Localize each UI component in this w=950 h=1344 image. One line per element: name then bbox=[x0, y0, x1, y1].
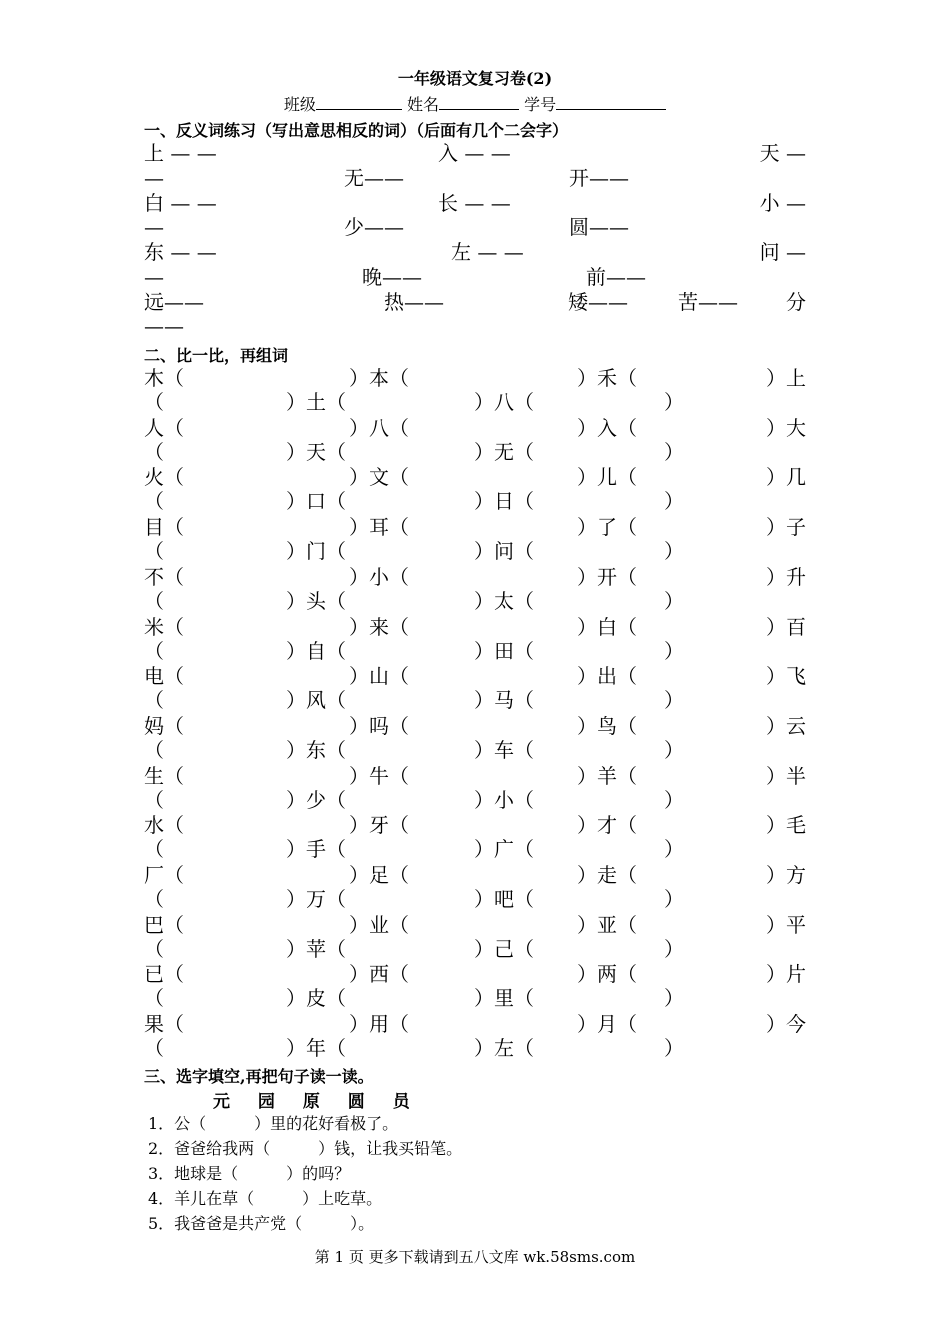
compare-item: ）本（ bbox=[349, 366, 409, 390]
compare-item: ）方 bbox=[766, 863, 806, 887]
compare-item: ）门（ bbox=[286, 539, 346, 563]
antonym-item: 左 — — bbox=[451, 240, 524, 264]
compare-item: （ bbox=[144, 1036, 164, 1060]
compare-item: （ bbox=[144, 887, 164, 911]
compare-item: （ bbox=[144, 539, 164, 563]
antonym-item: 少—— bbox=[344, 215, 404, 239]
compare-item: （ bbox=[144, 489, 164, 513]
compare-line bbox=[144, 986, 806, 1010]
compare-item: ） bbox=[664, 738, 684, 762]
compare-item: ） bbox=[664, 937, 684, 961]
fill-question: 5．我爸爸是共产党（ ）。 bbox=[148, 1214, 375, 1233]
compare-item: ） bbox=[664, 986, 684, 1010]
compare-line bbox=[144, 515, 806, 539]
compare-item: ）上 bbox=[766, 366, 806, 390]
compare-item: ） bbox=[664, 639, 684, 663]
compare-item: ）头（ bbox=[286, 589, 346, 613]
compare-line bbox=[144, 863, 806, 887]
compare-item: ）出（ bbox=[577, 664, 637, 688]
compare-item: ）少（ bbox=[286, 788, 346, 812]
antonym-item: 东 — — bbox=[144, 240, 217, 264]
compare-line bbox=[144, 366, 806, 390]
antonym-line bbox=[144, 191, 806, 215]
compare-item: 已（ bbox=[144, 962, 184, 986]
compare-item: ）皮（ bbox=[286, 986, 346, 1010]
compare-item: （ bbox=[144, 837, 164, 861]
compare-item: ） bbox=[664, 887, 684, 911]
compare-item: ）西（ bbox=[349, 962, 409, 986]
antonym-item: — bbox=[144, 265, 164, 289]
antonym-item: 问 — bbox=[759, 240, 806, 264]
compare-item: （ bbox=[144, 688, 164, 712]
compare-item: ）业（ bbox=[349, 913, 409, 937]
compare-item: ）百 bbox=[766, 615, 806, 639]
compare-line bbox=[144, 837, 806, 861]
student-info-line bbox=[0, 92, 950, 115]
compare-item: ）问（ bbox=[474, 539, 534, 563]
compare-item: （ bbox=[144, 937, 164, 961]
compare-item: 妈（ bbox=[144, 714, 184, 738]
antonym-line bbox=[144, 290, 806, 314]
compare-item: ）广（ bbox=[474, 837, 534, 861]
compare-line bbox=[144, 489, 806, 513]
compare-line bbox=[144, 416, 806, 440]
compare-line bbox=[144, 913, 806, 937]
option-char: 圆 bbox=[347, 1092, 365, 1112]
class-label: 班级 bbox=[283, 95, 316, 114]
antonym-item: 上 — — bbox=[144, 141, 217, 165]
antonym-item: — bbox=[144, 166, 164, 190]
compare-line bbox=[144, 589, 806, 613]
compare-item: （ bbox=[144, 390, 164, 414]
compare-item: ）鸟（ bbox=[577, 714, 637, 738]
antonym-item: 苦—— bbox=[678, 290, 738, 314]
section2-heading: 二、比一比，再组词 bbox=[144, 346, 289, 365]
compare-item: （ bbox=[144, 986, 164, 1010]
compare-item: ）左（ bbox=[474, 1036, 534, 1060]
option-char: 园 bbox=[257, 1092, 275, 1112]
compare-item: ）亚（ bbox=[577, 913, 637, 937]
compare-line bbox=[144, 565, 806, 589]
compare-item: ）口（ bbox=[286, 489, 346, 513]
compare-item: ）升 bbox=[766, 565, 806, 589]
compare-item: ）牙（ bbox=[349, 813, 409, 837]
antonym-line bbox=[144, 141, 806, 165]
compare-item: ）八（ bbox=[349, 416, 409, 440]
compare-line bbox=[144, 390, 806, 414]
antonym-line bbox=[144, 240, 806, 264]
compare-item: ）风（ bbox=[286, 688, 346, 712]
antonym-item: —— bbox=[144, 314, 184, 338]
compare-item: ）半 bbox=[766, 764, 806, 788]
antonym-item: 远—— bbox=[144, 290, 204, 314]
compare-item: ）两（ bbox=[577, 962, 637, 986]
compare-line bbox=[144, 788, 806, 812]
compare-line bbox=[144, 539, 806, 563]
antonym-item: 长 — — bbox=[438, 191, 511, 215]
compare-line bbox=[144, 664, 806, 688]
compare-item: ）耳（ bbox=[349, 515, 409, 539]
compare-item: （ bbox=[144, 788, 164, 812]
compare-item: ）东（ bbox=[286, 738, 346, 762]
compare-item: ） bbox=[664, 440, 684, 464]
fill-question: 2．爸爸给我两（ ）钱，让我买铅笔。 bbox=[148, 1139, 463, 1158]
compare-item: ）毛 bbox=[766, 813, 806, 837]
compare-item: 生（ bbox=[144, 764, 184, 788]
compare-item: ） bbox=[664, 539, 684, 563]
compare-item: ）入（ bbox=[577, 416, 637, 440]
compare-item: ） bbox=[664, 688, 684, 712]
antonym-item: 白 — — bbox=[144, 191, 217, 215]
compare-item: ）吗（ bbox=[349, 714, 409, 738]
antonym-line bbox=[144, 166, 806, 190]
compare-item: ） bbox=[664, 489, 684, 513]
compare-item: （ bbox=[144, 589, 164, 613]
antonym-item: 热—— bbox=[384, 290, 444, 314]
compare-item: ）子 bbox=[766, 515, 806, 539]
class-blank[interactable] bbox=[316, 95, 402, 110]
compare-item: 木（ bbox=[144, 366, 184, 390]
compare-line bbox=[144, 615, 806, 639]
compare-item: ）日（ bbox=[474, 489, 534, 513]
page-title: 一年级语文复习卷(2) bbox=[397, 69, 553, 88]
option-char: 原 bbox=[302, 1092, 320, 1112]
compare-line bbox=[144, 738, 806, 762]
compare-item: ） bbox=[664, 390, 684, 414]
section3-heading: 三、选字填空,再把句子读一读。 bbox=[144, 1067, 374, 1086]
compare-item: ）马（ bbox=[474, 688, 534, 712]
compare-item: ） bbox=[664, 837, 684, 861]
word-options bbox=[213, 1087, 432, 1112]
compare-item: ）山（ bbox=[349, 664, 409, 688]
compare-line bbox=[144, 813, 806, 837]
antonym-item: 无—— bbox=[344, 166, 404, 190]
compare-item: ） bbox=[664, 788, 684, 812]
compare-item: ）大 bbox=[766, 416, 806, 440]
compare-item: ）无（ bbox=[474, 440, 534, 464]
compare-item: 水（ bbox=[144, 813, 184, 837]
compare-item: ） bbox=[664, 589, 684, 613]
antonym-item: 前—— bbox=[586, 265, 646, 289]
compare-line bbox=[144, 465, 806, 489]
compare-line bbox=[144, 714, 806, 738]
antonym-item: — bbox=[144, 215, 164, 239]
compare-item: ）小（ bbox=[349, 565, 409, 589]
compare-line bbox=[144, 1036, 806, 1060]
fill-question: 4．羊儿在草（ ）上吃草。 bbox=[148, 1189, 383, 1208]
compare-item: ）太（ bbox=[474, 589, 534, 613]
compare-item: ）了（ bbox=[577, 515, 637, 539]
compare-item: ）足（ bbox=[349, 863, 409, 887]
compare-item: ）今 bbox=[766, 1012, 806, 1036]
fill-question: 3．地球是（ ）的吗？ bbox=[148, 1164, 351, 1183]
compare-item: ）用（ bbox=[349, 1012, 409, 1036]
compare-item: ）万（ bbox=[286, 887, 346, 911]
compare-item: （ bbox=[144, 738, 164, 762]
compare-item: 目（ bbox=[144, 515, 184, 539]
compare-item: ）来（ bbox=[349, 615, 409, 639]
compare-item: 火（ bbox=[144, 465, 184, 489]
antonym-item: 矮—— bbox=[568, 290, 628, 314]
compare-line bbox=[144, 639, 806, 663]
number-blank[interactable] bbox=[556, 95, 666, 110]
antonym-item: 天 — bbox=[759, 141, 806, 165]
compare-item: （ bbox=[144, 440, 164, 464]
compare-item: ）儿（ bbox=[577, 465, 637, 489]
compare-item: ）白（ bbox=[577, 615, 637, 639]
antonym-line bbox=[144, 314, 806, 338]
antonym-item: 晚—— bbox=[362, 265, 422, 289]
compare-item: ）羊（ bbox=[577, 764, 637, 788]
compare-line bbox=[144, 962, 806, 986]
compare-item: 电（ bbox=[144, 664, 184, 688]
compare-item: ）飞 bbox=[766, 664, 806, 688]
compare-item: ）八（ bbox=[474, 390, 534, 414]
compare-item: 米（ bbox=[144, 615, 184, 639]
compare-item: ）禾（ bbox=[577, 366, 637, 390]
number-label: 学号 bbox=[524, 95, 557, 114]
compare-item: ）手（ bbox=[286, 837, 346, 861]
option-char: 元 bbox=[213, 1092, 230, 1112]
compare-item: ）苹（ bbox=[286, 937, 346, 961]
name-blank[interactable] bbox=[439, 95, 519, 110]
compare-item: ）自（ bbox=[286, 639, 346, 663]
antonym-item: 入 — — bbox=[438, 141, 511, 165]
section1-heading: 一、反义词练习（写出意思相反的词）（后面有几个二会字） bbox=[144, 121, 569, 140]
compare-line bbox=[144, 440, 806, 464]
compare-item: ）天（ bbox=[286, 440, 346, 464]
compare-item: 人（ bbox=[144, 416, 184, 440]
option-char: 员 bbox=[392, 1092, 410, 1112]
compare-item: ）片 bbox=[766, 962, 806, 986]
compare-item: ）土（ bbox=[286, 390, 346, 414]
compare-item: ）小（ bbox=[474, 788, 534, 812]
compare-item: ）几 bbox=[766, 465, 806, 489]
compare-item: ）车（ bbox=[474, 738, 534, 762]
name-label: 姓名 bbox=[406, 95, 439, 114]
compare-item: ）吧（ bbox=[474, 887, 534, 911]
compare-item: ）云 bbox=[766, 714, 806, 738]
compare-item: ）月（ bbox=[577, 1012, 637, 1036]
compare-item: ）田（ bbox=[474, 639, 534, 663]
compare-line bbox=[144, 887, 806, 911]
compare-item: ）才（ bbox=[577, 813, 637, 837]
compare-item: ）里（ bbox=[474, 986, 534, 1010]
compare-line bbox=[144, 764, 806, 788]
compare-item: ）平 bbox=[766, 913, 806, 937]
compare-item: 不（ bbox=[144, 565, 184, 589]
antonym-item: 圆—— bbox=[569, 215, 629, 239]
compare-item: ）己（ bbox=[474, 937, 534, 961]
compare-item: （ bbox=[144, 639, 164, 663]
compare-line bbox=[144, 1012, 806, 1036]
antonym-item: 分 bbox=[786, 290, 806, 314]
antonym-item: 小 — bbox=[759, 191, 806, 215]
antonym-item: 开—— bbox=[569, 166, 629, 190]
compare-item: 巴（ bbox=[144, 913, 184, 937]
antonym-line bbox=[144, 215, 806, 239]
compare-item: ）文（ bbox=[349, 465, 409, 489]
compare-line bbox=[144, 688, 806, 712]
compare-line bbox=[144, 937, 806, 961]
compare-item: ） bbox=[664, 1036, 684, 1060]
compare-item: ）年（ bbox=[286, 1036, 346, 1060]
compare-item: ）牛（ bbox=[349, 764, 409, 788]
compare-item: 果（ bbox=[144, 1012, 184, 1036]
compare-item: ）开（ bbox=[577, 565, 637, 589]
compare-item: ）走（ bbox=[577, 863, 637, 887]
fill-question: 1．公（ ）里的花好看极了。 bbox=[148, 1114, 399, 1133]
compare-item: 厂（ bbox=[144, 863, 184, 887]
page-footer: 第 1 页 更多下载请到五八文库 wk.58sms.com bbox=[314, 1248, 636, 1266]
antonym-line bbox=[144, 265, 806, 289]
